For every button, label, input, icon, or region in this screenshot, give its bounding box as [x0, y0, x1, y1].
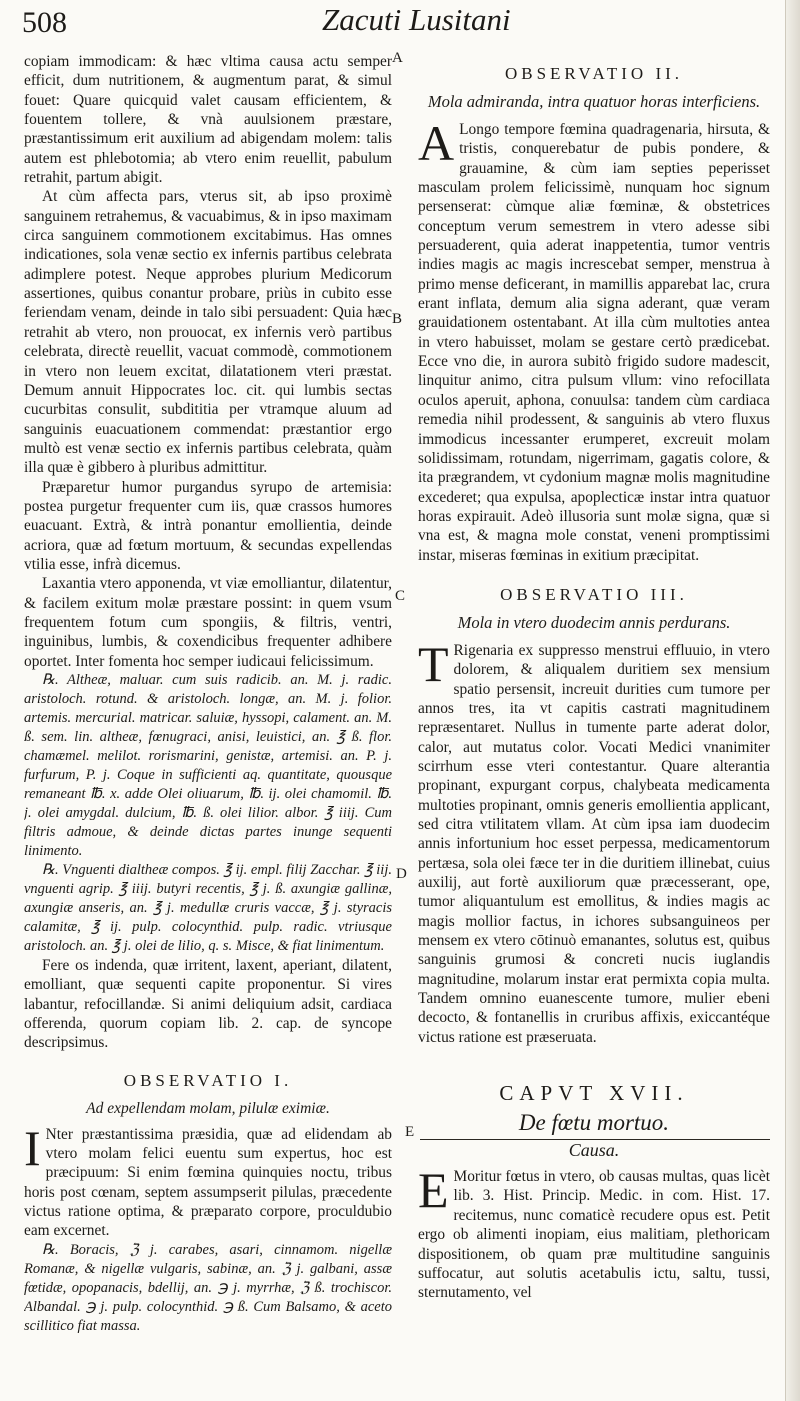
margin-letter-e: E	[405, 1124, 415, 1140]
drop-cap: A	[418, 115, 455, 171]
observation-3-title: OBSERVATIO III.	[500, 584, 688, 604]
observation-3-subtitle: Mola in vtero duodecim annis perdurans.	[457, 612, 731, 632]
drop-cap: T	[418, 635, 449, 692]
observation-2-subtitle: Mola admiranda, intra quatuor horas interficiens.	[427, 92, 761, 111]
paragraph: copiam immodicam: & hæc vltima causa actu semper efficit, dum nutritionem, & augmentum parat, & simul fouet: Quare quicquid valet causam efficientem, & fouentem tollere, & vnà auulsionem præstare, præstantissimum erit auxilium ad abigendam molem: talis autem est phlebotomia; ab vtero enim reuellit, pabulum retrahit, partum abigit.	[24, 53, 392, 187]
drop-cap: E	[418, 1162, 449, 1219]
margin-letter-a: A	[392, 50, 403, 66]
right-column	[418, 52, 770, 1397]
margin-letter-d: D	[396, 866, 407, 882]
paragraph: Fere os indenda, quæ irritent, laxent, aperiant, dilatent, emolliant, quæ sequenti capite proponentur. Si vires labantur, refocillandæ. Si animi deliquium adsit, cardiaca offerenda, quorum copiam lib. 2. cap. de syncope descripsimus.	[24, 957, 392, 1052]
observation-1-title: OBSERVATIO I.	[123, 1070, 293, 1090]
chapter-subtitle: De fœtu mortuo.	[518, 1110, 670, 1136]
chapter-text: E Moritur fœtus in vtero, ob causas multas, quas licèt lib. 3. Hist. Princip. Medic. in com. Hist. 17. recitemus, nunc comaticè recudere opus est. Petit ergo ob alimenti inopiam, eius malitiam, plethoricam dispositionem, ob quam præ multitudine sanguinis suffocatur, aut solutis acetabulis ictu, saltu, tussi, sternutamento, vel	[418, 1162, 770, 1302]
page-header	[22, 2, 760, 42]
observation-2-text: A Longo tempore fœmina quadragenaria, hirsuta, & tristis, conquerebatur de pubis pondere, & grauamine, & cùm iam septies peperisset masculam prolem felicissimè, nunquam hoc signum persenserat: cùmque aliæ fœminæ, & obstetrices conceptum verum semestrem in vtero adesse sibi persuaderent, quia aderat inappetentia, tumor ventris indies magis ac magis increscebat semper, menstrua à primo mense deficerant, in mamillis apparebat lac, crura erant inflata, demum alia signa aderant, quæ veram grauidationem ostentabant. At illa cùm multoties antea in vtero habuisset, molam se gestare certò prædicebat. Ecce vno die, in aurora subitò frigido sudore madescit, linquitur animo, citra pulsum vllum: vino refocillata oculos aperuit, aphona, conuulsa: tandem cùm cardiaca remedia nihil prodessent, & sanguinis ab vtero fluxus immodicus incessanter erumperet, excreuit molam solidissimam, rotundam, nigerrimam, gagatis colore, & ita prægrandem, vt cydonium magnæ molis magnitudine excederet; qua expulsa, apoplecticæ instar intra quatuor horas expirauit. Adeò illusoria sunt molæ signa, quæ si vna est, & magna mole constat, veneni promptissimi instar, miseras fœminas in exitium præcipitat.	[418, 115, 770, 564]
prescription: ℞. Boracis, ℨ j. carabes, asari, cinnamom. nigellæ Romanæ, & nigellæ vulgaris, sabinæ, an. ℨ j. galbani, assæ fœtidæ, opopanacis, bdellij, an. ℈ j. myrrhæ, ℨ ß. trochiscor. Albandal. ℈ j. pulp. colocynthid. ℈ ß. Cum Balsamo, & aceto scillitico fiat massa.	[24, 1241, 392, 1334]
paragraph: At cùm affecta pars, vterus sit, ab ipso proximè sanguinem retrahemus, & vacuabimus, & in ipso maximam circa sanguinem commotionem excitabimus. Has omnes indicationes, sola venæ sectio ex infernis partibus celebrata adimplere potest. Neque approbes plurium Medicorum assertiones, quibus conantur probare, priùs in cubito esse feriendam venam, deinde in talo sibi persuadent: Quia hæc retrahit ab vtero, non prouocat, ex infernis verò partibus celebrata, directè reuellit, vacuat commodè, commotionem in vtero non leuem excitat, dilatationem vteri præstat. Demum annuit Hippocrates loc. cit. qui lumbis sectas cucurbitas consulit, subdititia per vtramque aluum ad sanguinis euacuationem commendat: præstantior ergo multò est venæ sectio ex infernis partibus celebrata, quàm illa quæ è gibbero à pluribus admittitur.	[24, 188, 392, 477]
paragraph: Laxantia vtero apponenda, vt viæ emolliantur, dilatentur, & facilem exitum molæ præstare possint: in quem vsum frequentem fotum cum spongiis, & filtris, ventri, inguinibus, lumbis, & coxendicibus frequenter adhibere oportet. Inter fomenta hoc semper iudicaui felicissimum.	[24, 575, 392, 670]
running-title: Zacuti Lusitani	[322, 2, 511, 37]
margin-letter-b: B	[392, 311, 403, 327]
observation-1-subtitle: Ad expellendam molam, pilulæ eximiæ.	[86, 1099, 330, 1117]
left-column	[24, 52, 392, 1397]
observation-3-text: T Rigenaria ex suppresso menstrui effluuio, in vtero dolorem, & aliqualem duritiem sex mensium spatio persensit, increuit durities cum tumore per annos tres, ita vt capitis castrati magnitudinem repræsentaret. Nullus in tumente parte aderat dolor, calor, aut mutatus color. Vocati Medici vnanimiter scirrhum esse vteri contestantur. Quare alterantia propinant, expurgant corpus, chalybeata medicamenta multoties propinant, omnis generis emollientia applicant, sed citra vtilitatem vllam. At cùm ipsa iam duodecim annis infortunium hoc esset perpessa, medicamentorum pertæsa, sola olei fæce ter in die duritiem illinebat, cuius auxilij, aut fortè auxiliorum quæ præcesserant, ope, tumor aliquantulum est emollitus, & indies magis ac magis mollior factus, in ichores subsanguineos per mensem ex vtero cōtinuò emanantes, solutus est, quibus sanguinis grumosi & concreti nucis iuglandis magnitudine, molarum instar erat permixta copia multa. Tandem omnino euanescente tumore, mulier ebeni decocto, & fontanellis in cruribus affixis, exiccantéque victus ratione est præseruata.	[418, 635, 770, 1046]
observation-2-title: OBSERVATIO II.	[504, 64, 684, 83]
page-number: 508	[22, 6, 67, 39]
drop-cap: I	[24, 1119, 41, 1176]
section-heading-causa: Causa.	[568, 1140, 620, 1161]
observation-1-text: I Nter præstantissima præsidia, quæ ad elidendam ab vtero molam felici euentu sum expertus, hoc est præcipuum: Si enim fœmina quinquies noctu, tribus horis post cœnam, septem assumpserit pilulas, præcedente victus ratione optima, & præparato corpore, proculdubio eam excernet.	[24, 1119, 392, 1240]
chapter-title: CAPVT XVII.	[499, 1081, 689, 1106]
prescription: ℞. Altheæ, maluar. cum suis radicib. an. M. j. radic. aristoloch. rotund. & aristoloch. longæ, an. M. j. folior. artemis. mercurial. matricar. saluiæ, hyssopi, calament. an. M. ß. sem. lin. altheæ, fœnugraci, anisi, leuistici, an. ℥ ß. flor. chamæmel. melilot. rorismarini, genistæ, artemisi. an. P. j. furfurum, P. j. Coque in sufficienti aq. quantitate, quousque remaneant ℔. x. adde Olei oliuarum, ℔. ij. olei chamomil. ℔. j. olei amygdal. dulcium, ℔. ß. olei lilior. albor. ℥ iiij. Cum filtris admoue, & deinde dictas partes inunge sequenti linimento.	[24, 672, 392, 859]
adjacent-page-edge	[785, 0, 800, 1401]
prescription: ℞. Vnguenti dialtheæ compos. ℥ ij. empl. filij Zacchar. ℥ iij. vnguenti agrip. ℥ iiij. butyri recentis, ℥ j. ß. axungiæ gallinæ, axungiæ anseris, an. ℥ j. medullæ cruris vaccæ, ℥ j. styracis calamitæ, ℥ ij. pulp. colocynthid. pulp. radic. vtriusque aristoloch. an. ℥ j. olei de lilio, q. s. Misce, & fiat linimentum.	[24, 862, 392, 954]
margin-letter-c: C	[395, 588, 406, 604]
paragraph: Præparetur humor purgandus syrupo de artemisia: postea purgetur frequenter cum iis, quæ crassos humores euacuant. Extrà, & intrà ponantur emollientia, deinde acriora, quæ ad fœtum mortuum, & secundas expellendas vtilia esse, infrà dicemus.	[24, 478, 392, 573]
